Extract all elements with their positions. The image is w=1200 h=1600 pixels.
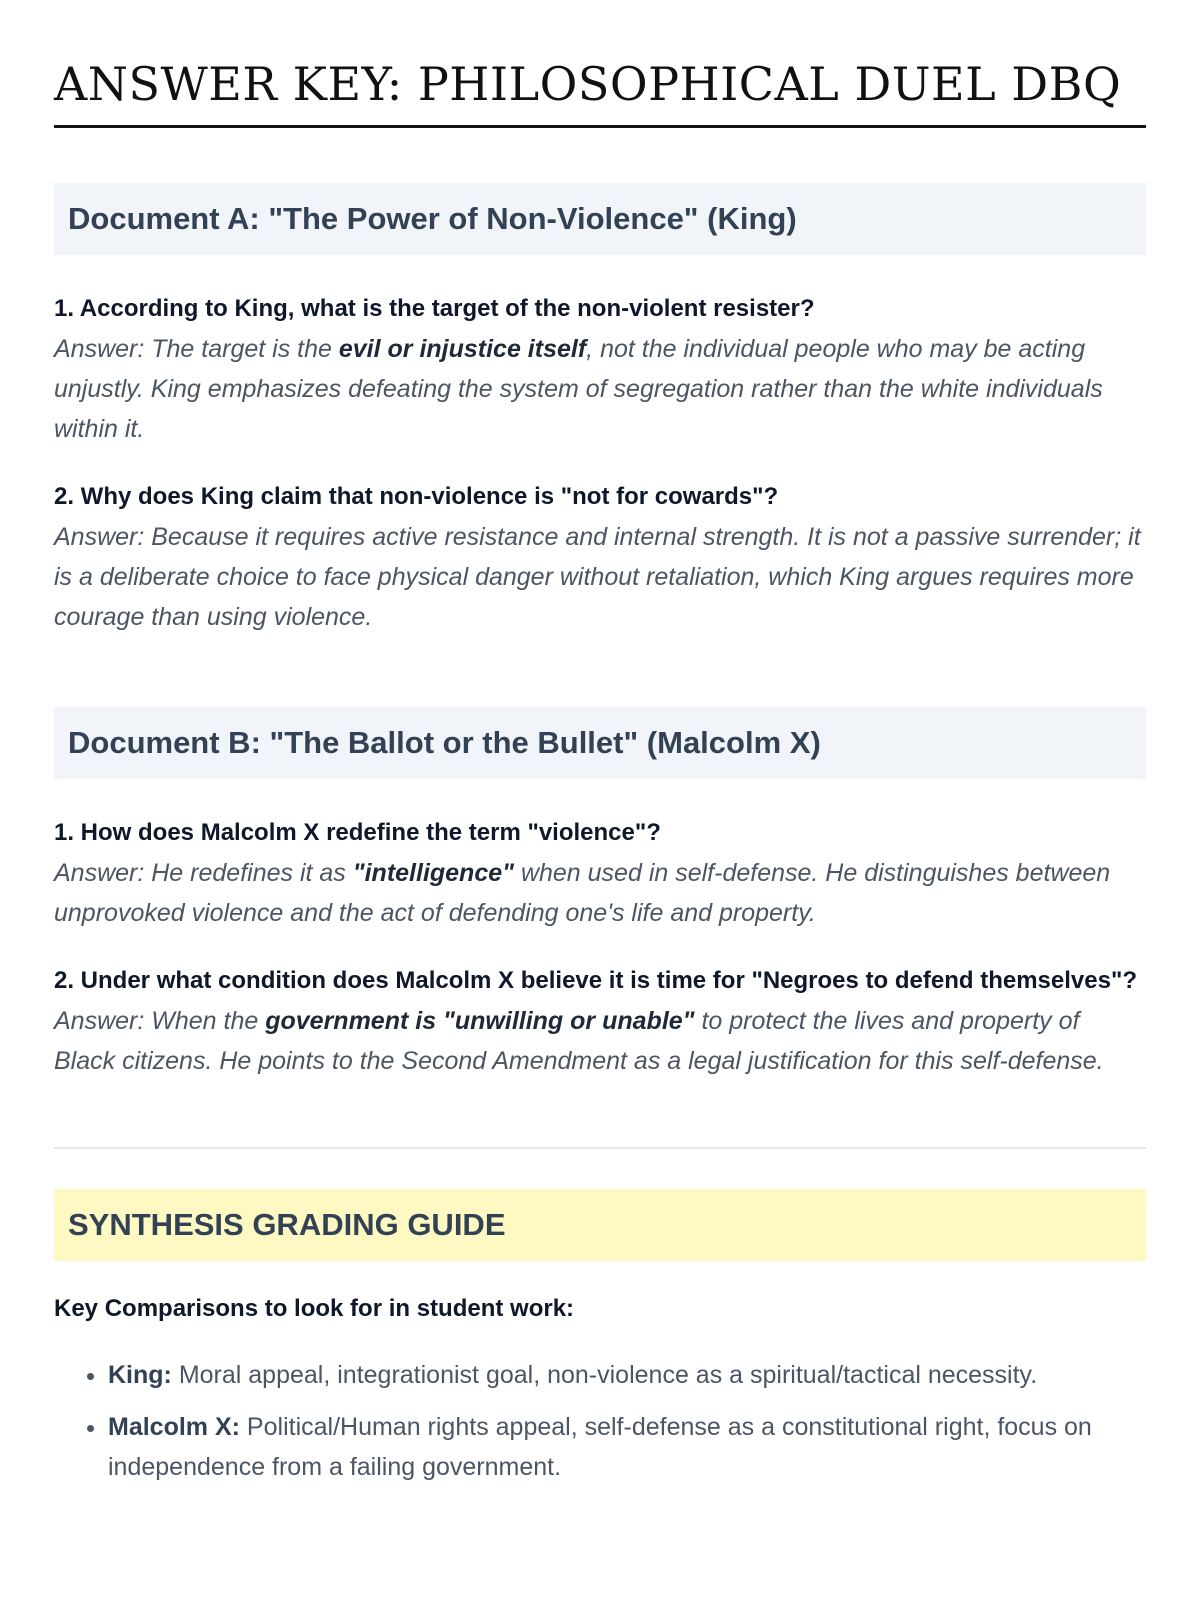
synthesis-heading: SYNTHESIS GRADING GUIDE	[54, 1189, 1146, 1261]
question-block	[54, 289, 1146, 449]
comparison-lead: Malcolm X:	[108, 1412, 240, 1441]
answer-emphasis: government is "unwilling or unable"	[265, 1006, 695, 1035]
synthesis-section	[54, 1189, 1146, 1487]
question-block	[54, 961, 1146, 1081]
key-comparisons-intro: Key Comparisons to look for in student work:	[54, 1294, 575, 1322]
answer-text	[54, 853, 1146, 933]
question-text: 1. How does Malcolm X redefine the term "violence"?	[54, 818, 661, 846]
answer-text-part: Answer: He redefines it as	[54, 858, 353, 887]
answer-text-part: when used in self-defense. He distinguishes between unprovoked violence and the act of defending one's life and property.	[54, 858, 1111, 927]
question-text: 2. Under what condition does Malcolm X believe it is time for "Negroes to defend themselves"?	[54, 966, 1137, 994]
section-divider	[54, 1147, 1146, 1149]
question-text: 1. According to King, what is the target of the non-violent resister?	[54, 294, 815, 322]
comparison-text: Moral appeal, integrationist goal, non-violence as a spiritual/tactical necessity.	[171, 1360, 1038, 1389]
document-b-heading: Document B: "The Ballot or the Bullet" (Malcolm X)	[54, 707, 1146, 779]
answer-text-part: Answer: Because it requires active resistance and internal strength. It is not a passive surrender; it is a deliberate choice to face physical danger without retaliation, which King argues requires more courage than using violence.	[54, 522, 1141, 631]
document-b-section	[54, 707, 1146, 1081]
comparison-text: Political/Human rights appeal, self-defense as a constitutional right, focus on independence from a failing government.	[108, 1412, 1092, 1481]
answer-text-part: Answer: When the	[54, 1006, 266, 1035]
list-item	[108, 1407, 1146, 1487]
answer-text	[54, 329, 1146, 449]
answer-emphasis: "intelligence"	[352, 858, 514, 887]
answer-emphasis: evil or injustice itself	[338, 334, 587, 363]
question-block	[54, 477, 1146, 637]
answer-text	[54, 517, 1146, 637]
question-block	[54, 813, 1146, 933]
answer-text	[54, 1001, 1146, 1081]
comparison-lead: King:	[108, 1360, 172, 1389]
answer-text-part: , not the individual people who may be acting unjustly. King emphasizes defeating the system of segregation rather than the white individuals within it.	[54, 334, 1103, 443]
answer-text-part: Answer: The target is the	[54, 334, 339, 363]
list-item	[108, 1355, 1146, 1395]
document-a-section	[54, 183, 1146, 637]
document-a-heading: Document A: "The Power of Non-Violence" (King)	[54, 183, 1146, 255]
page-title: ANSWER KEY: PHILOSOPHICAL DUEL DBQ	[54, 0, 1146, 128]
comparison-list	[54, 1355, 1146, 1487]
answer-text-part: to protect the lives and property of Black citizens. He points to the Second Amendment as a legal justification for this self-defense.	[54, 1006, 1104, 1075]
question-text: 2. Why does King claim that non-violence is "not for cowards"?	[54, 482, 779, 510]
